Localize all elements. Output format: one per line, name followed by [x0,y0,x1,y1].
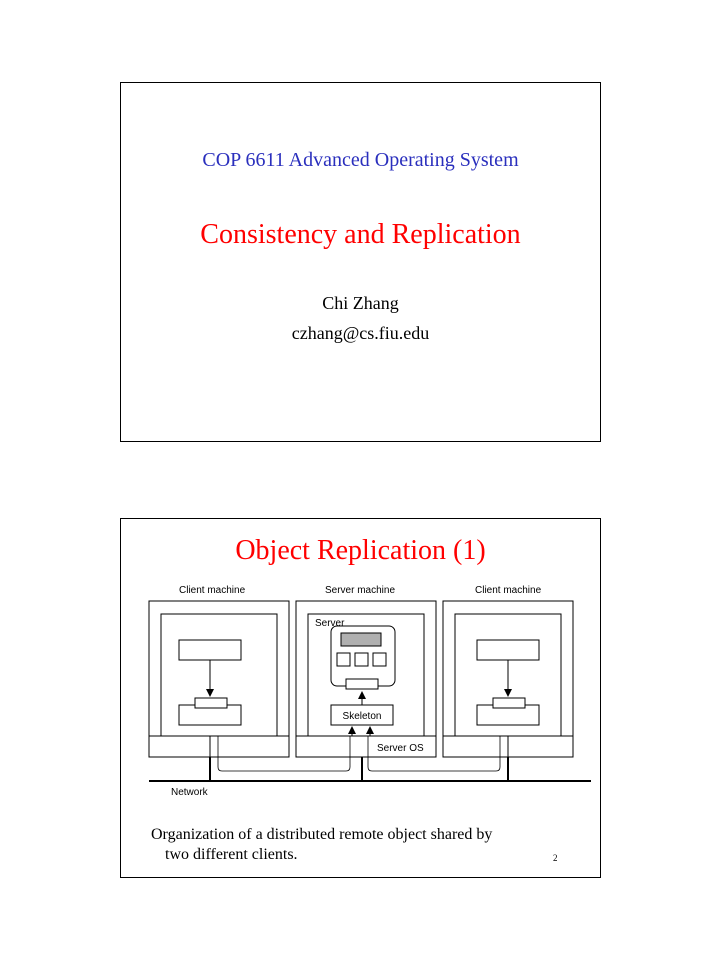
page-number: 2 [553,853,558,863]
server-process-label: Server [315,618,345,629]
object-replication-diagram [121,519,600,819]
skeleton-label: Skeleton [342,711,382,722]
client-machine-right-label: Client machine [475,585,542,596]
client-machine-left [149,601,289,757]
author-name: Chi Zhang [322,293,399,313]
client-process [179,640,241,660]
slide-2 [120,518,601,878]
object-interface [346,679,378,689]
course-title: COP 6611 Advanced Operating System [202,149,519,171]
caption-line-1: Organization of a distributed remote object shared by [151,826,493,843]
server-machine-label: Server machine [325,585,396,596]
client-proxy-interface [493,698,525,708]
slide-title: Consistency and Replication [200,219,521,250]
object-state [341,633,381,646]
network-label: Network [171,787,208,798]
client-machine-right [443,601,573,757]
object-method [355,653,368,666]
object-method [337,653,350,666]
server-machine [296,601,436,757]
figure-caption [151,825,581,865]
caption-line-2: two different clients. [165,846,298,863]
slide-title: Object Replication (1) [235,535,486,566]
client-proxy-interface [195,698,227,708]
client-process [477,640,539,660]
server-os-label: Server OS [377,743,424,754]
object-method [373,653,386,666]
message-path-left [218,736,350,771]
client-machine-left-label: Client machine [179,585,246,596]
author-email: czhang@cs.fiu.edu [291,323,430,343]
slide-1 [120,82,601,442]
